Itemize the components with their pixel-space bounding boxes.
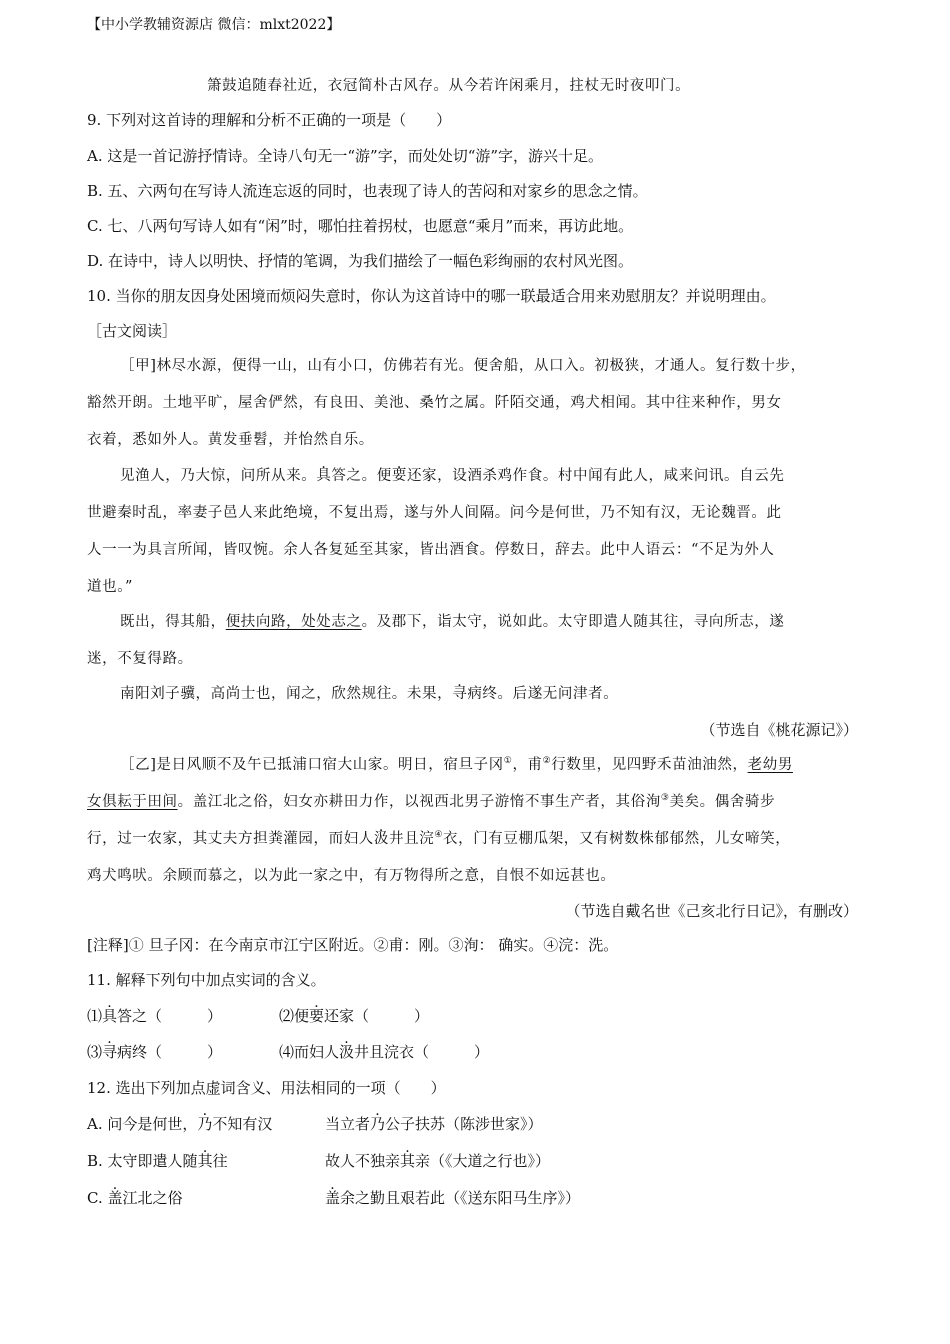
yi-source: （节选自戴名世《己亥北行日记》，有删改） xyxy=(565,902,858,920)
q12-option-c-right: 盖余之勤且艰若此（《送东阳马生序》） xyxy=(325,1189,581,1207)
yi-line2: 女俱耘于田间。盖江北之俗，妇女亦耕田力作，以视西北男子游惰不事生产者，其俗洵③美矣。偶舍骑步 xyxy=(87,793,776,810)
jia-p1-line1: ［甲]林尽水源，便得一山，山有小口，仿佛若有光。便舍船，从口入。初极狭，才通人。复行数十步， xyxy=(120,358,806,374)
q12-option-a-right: 当立者乃公子扶苏（陈涉世家》） xyxy=(325,1115,543,1133)
q9-option-a: A. 这是一首记游抒情诗。全诗八句无一“游”字，而处处切“游”字，游兴十足。 xyxy=(87,147,604,165)
q12-option-b-right: 故人不独亲其亲（《大道之行也》） xyxy=(325,1152,551,1170)
q9-stem: 9. 下列对这首诗的理解和分析不正确的一项是（ ） xyxy=(87,111,452,129)
jia-source: （节选自《桃花源记》） xyxy=(700,721,858,739)
underlined-sentence: 便扶向路，处处志之 xyxy=(225,614,362,630)
notes: [注释]① 旦子冈：在今南京市江宁区附近。②甫：刚。③洵： 确实。④浣：洗。 xyxy=(87,936,619,954)
jia-p2-line3: 人一一为具言所闻，皆叹惋。余人各复延至其家，皆出酒食。停数日，辞去。此中人语云：“不足为外人 xyxy=(87,542,775,558)
q12-option-a-left: A. 问今是何世，乃不知有汉 xyxy=(87,1115,273,1133)
q9-option-d: D. 在诗中，诗人以明快、抒情的笔调，为我们描绘了一幅色彩绚丽的农村风光图。 xyxy=(87,252,634,270)
q9-option-c: C. 七、八两句写诗人如有“闲”时，哪怕拄着拐杖，也愿意“乘月”而来，再访此地。 xyxy=(87,217,634,235)
q11-item3: ⑶寻病终（ ） xyxy=(87,1043,223,1061)
jia-p4: 南阳刘子骥，高尚士也，闻之，欣然规往。未果，寻病终。后遂无问津者。 xyxy=(120,686,619,702)
page-header: 【中小学教辅资源店 微信：mlxt2022】 xyxy=(87,17,341,33)
q11-item4: ⑷而妇人汲井且浣衣（ ） xyxy=(279,1043,490,1061)
section-title: ［古文阅读］ xyxy=(87,322,178,340)
q11-item2: ⑵便要还家（ ） xyxy=(279,1007,430,1025)
jia-p1-line2: 豁然开朗。土地平旷，屋舍俨然，有良田、美池、桑竹之属。阡陌交通，鸡犬相闻。其中往来种作，男女 xyxy=(87,395,782,411)
q12-option-c-left: C. 盖江北之俗 xyxy=(87,1189,183,1207)
q11-item1: ⑴具答之（ ） xyxy=(87,1007,223,1025)
q12-option-b-left: B. 太守即遣人随其往 xyxy=(87,1152,228,1170)
jia-p3-line2: 迷，不复得路。 xyxy=(87,651,193,667)
jia-p2-line1: 见渔人，乃大惊，问所从来。具答之。便要还家，设酒杀鸡作食。村中闻有此人，咸来问讯。自云先 xyxy=(120,468,785,484)
poem-last-line: 箫鼓追随春社近，衣冠简朴古风存。从今若许闲乘月，拄杖无时夜叩门。 xyxy=(207,78,691,94)
jia-p2-line2: 世避秦时乱，率妻子邑人来此绝境，不复出焉，遂与外人间隔。问今是何世，乃不知有汉，无论魏晋。此 xyxy=(87,505,782,521)
q11-stem: 11. 解释下列句中加点实词的含义。 xyxy=(87,971,326,989)
jia-p1-line3: 衣着，悉如外人。黄发垂髫，并怡然自乐。 xyxy=(87,432,374,448)
yi-line4: 鸡犬鸣吠。余顾而慕之，以为此一家之中，有万物得所之意，自恨不如远甚也。 xyxy=(87,868,616,884)
q9-option-b: B. 五、六两句在写诗人流连忘返的同时，也表现了诗人的苦闷和对家乡的思念之情。 xyxy=(87,182,648,200)
q12-stem: 12. 选出下列加点虚词含义、用法相同的一项（ ） xyxy=(87,1079,446,1097)
jia-p2-line4: 道也。” xyxy=(87,579,134,595)
jia-p3-line1: 既出，得其船，便扶向路，处处志之。及郡下，诣太守，说如此。太守即遣人随其往，寻向所志，遂 xyxy=(120,614,785,630)
q10-stem: 10. 当你的朋友因身处困境而烦闷失意时，你认为这首诗中的哪一联最适合用来劝慰朋友？并说明理由。 xyxy=(87,287,776,305)
yi-line3: 行，过一农家，其丈夫方担粪灌园，而妇人汲井且浣④衣，门有豆棚瓜架，又有树数株郁郁然，儿女啼笑， xyxy=(87,830,791,847)
yi-line1: ［乙]是日风顺不及午已抵浦口宿大山家。明日，宿旦子冈①，甫②行数里，见四野禾苗油油然，老幼男 xyxy=(120,756,793,773)
